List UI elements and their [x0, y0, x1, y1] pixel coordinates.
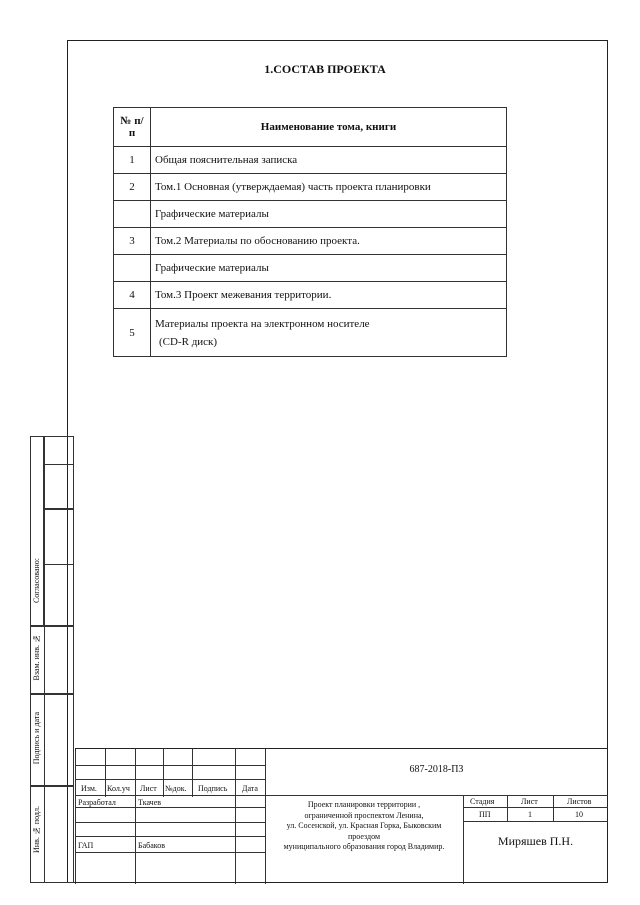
hdr-sign: Подпись	[198, 784, 228, 793]
stage-label: Стадия	[470, 797, 495, 806]
sign-date-label: Подпись и дата	[32, 712, 41, 765]
row-num: 5	[114, 309, 151, 357]
row-num: 2	[114, 174, 151, 201]
table-row	[114, 174, 507, 201]
row-name: Том.2 Материалы по обоснованию проекта.	[151, 228, 507, 255]
hdr-list: Лист	[140, 784, 157, 793]
gap-label: ГАП	[78, 841, 94, 850]
row-num: 3	[114, 228, 151, 255]
table-row	[114, 201, 507, 228]
hdr-date: Дата	[242, 784, 258, 793]
header-name: Наименование тома, книги	[151, 108, 507, 147]
table-row	[114, 147, 507, 174]
hdr-ndoc: №док.	[165, 784, 187, 793]
row-name: Графические материалы	[151, 255, 507, 282]
developed-label: Разработал	[78, 798, 116, 807]
contents-table	[113, 107, 507, 357]
title-block	[75, 748, 608, 884]
row-num: 4	[114, 282, 151, 309]
sheet-label: Лист	[521, 797, 538, 806]
doc-code: 687-2018-ПЗ	[409, 764, 464, 775]
project-description: Проект планировки территории , ограниченной проспектом Ленина, ул. Сосенской, ул. Красная Горка, Быковским проездом муниципального образования город Владимир.	[283, 800, 445, 851]
agreed-label: Согласовано:	[32, 558, 41, 604]
table-row	[114, 282, 507, 309]
row-name: Общая пояснительная записка	[151, 147, 507, 174]
row-name: Том.1 Основная (утверждаемая) часть проекта планировки	[151, 174, 507, 201]
sheet-value: 1	[528, 810, 532, 819]
inv-replace-label: Взам. инв. №	[32, 634, 41, 681]
row-num: 1	[114, 147, 151, 174]
author-name: Миряшев П.Н.	[497, 834, 574, 848]
header-num: № п/п	[114, 108, 151, 147]
stage-value: ПП	[479, 810, 491, 819]
row-num	[114, 201, 151, 228]
table-row	[114, 255, 507, 282]
gap-name: Бабаков	[138, 841, 166, 850]
table-row	[114, 228, 507, 255]
table-row	[114, 309, 507, 357]
inv-orig-label: Инв. № подл.	[32, 806, 41, 853]
row-num	[114, 255, 151, 282]
table-header-row	[114, 108, 507, 147]
page-title: 1.СОСТАВ ПРОЕКТА	[264, 62, 386, 76]
row-name: Материалы проекта на электронном носителе (CD-R диск)	[151, 309, 507, 357]
row-name: Графические материалы	[151, 201, 507, 228]
developed-name: Ткачев	[138, 798, 162, 807]
hdr-kolch: Кол.уч	[107, 784, 130, 793]
sheets-label: Листов	[567, 797, 592, 806]
row-name: Том.3 Проект межевания территории.	[151, 282, 507, 309]
sheets-value: 10	[575, 810, 583, 819]
side-stamp	[30, 436, 74, 883]
hdr-izm: Изм.	[81, 784, 97, 793]
